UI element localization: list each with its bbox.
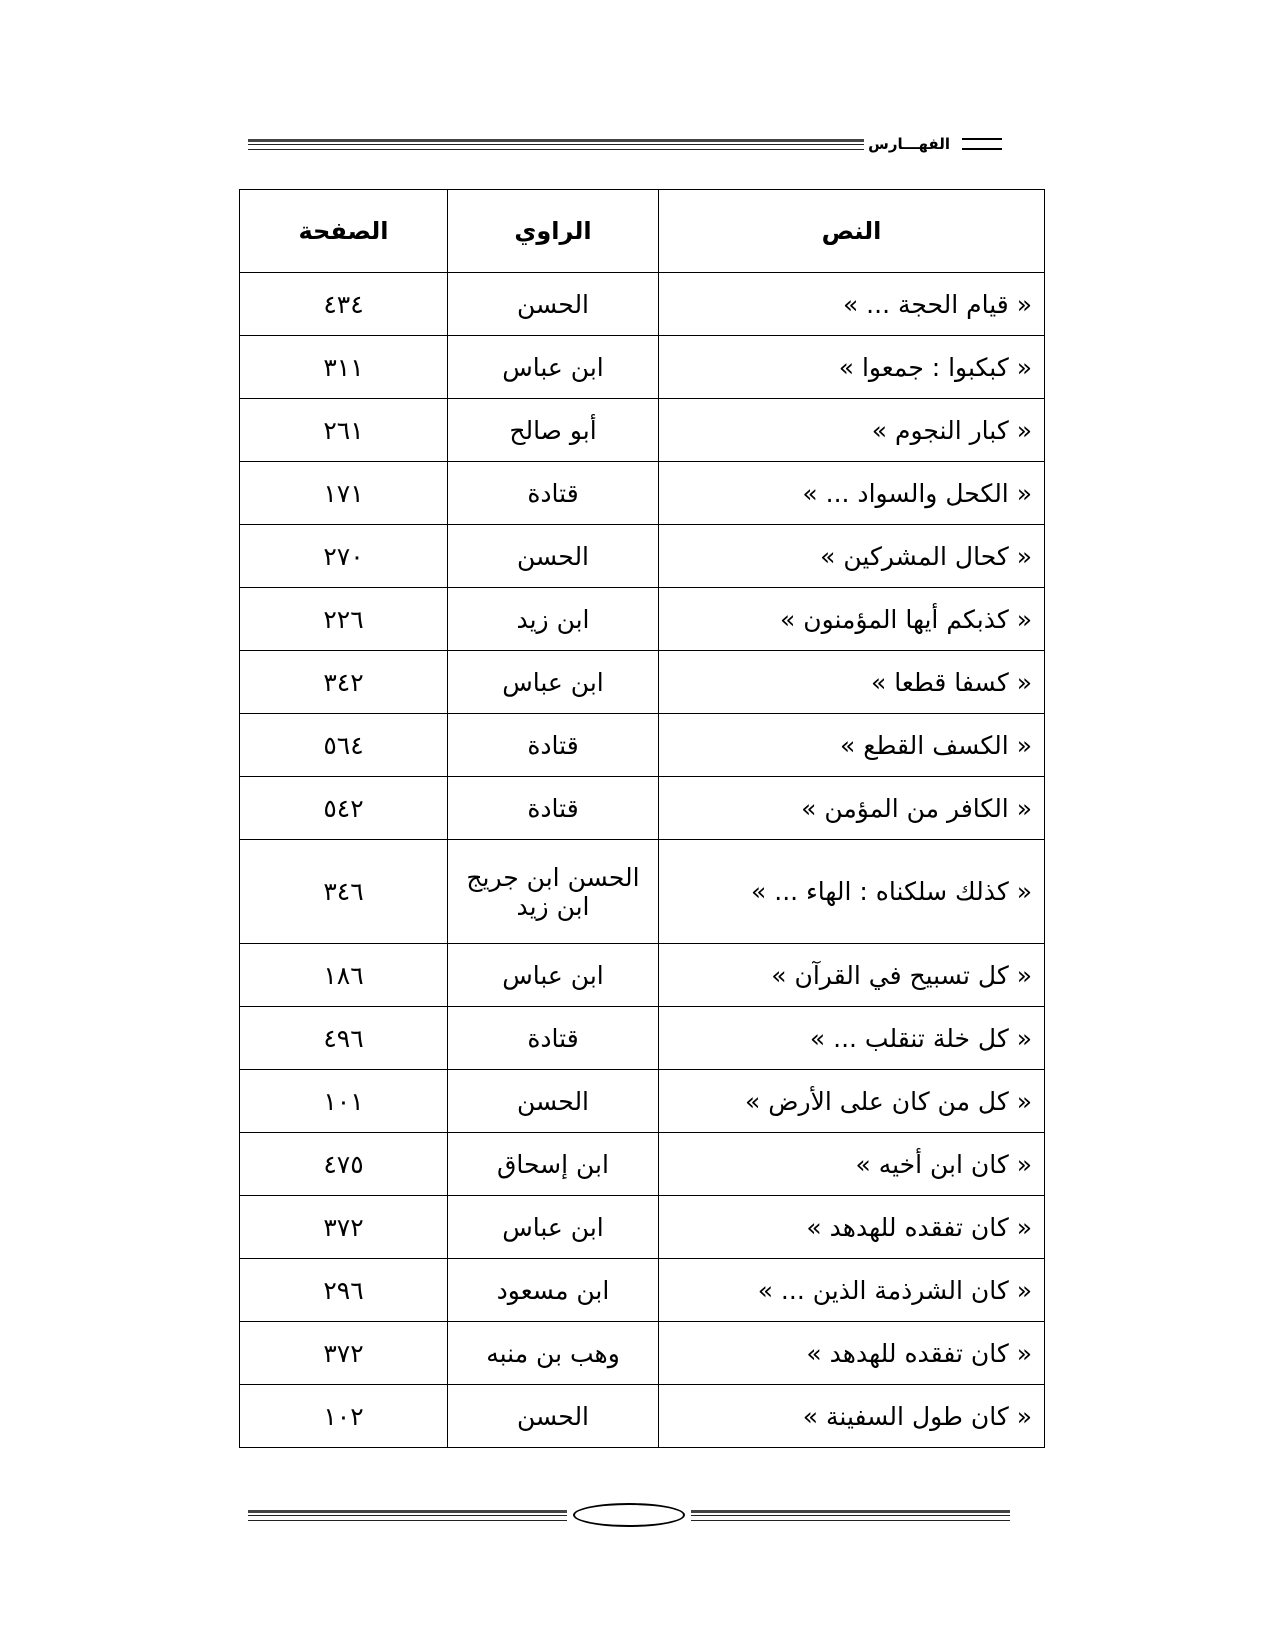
cell-page: ٣٧٢ [240, 1196, 448, 1259]
cell-narrator: قتادة [448, 714, 659, 777]
table-row [240, 1133, 1045, 1196]
footer-rule-right [691, 1510, 1010, 1521]
header-title: الفهـــارس [868, 135, 950, 153]
cell-text: « كبكبوا : جمعوا » [659, 336, 1045, 399]
cell-text: « كسفا قطعا » [659, 651, 1045, 714]
cell-text: « كان طول السفينة » [659, 1385, 1045, 1448]
cell-text: « كل تسبيح في القرآن » [659, 944, 1045, 1007]
footer-rule-left [248, 1510, 567, 1521]
page-footer [248, 1502, 1010, 1528]
index-table [239, 189, 1045, 1448]
cell-text: « الكسف القطع » [659, 714, 1045, 777]
table-header-row [240, 190, 1045, 273]
cell-text: « كان الشرذمة الذين ... » [659, 1259, 1045, 1322]
cell-text: « كان تفقده للهدهد » [659, 1196, 1045, 1259]
cell-page: ٢٦١ [240, 399, 448, 462]
cell-page: ٤٧٥ [240, 1133, 448, 1196]
column-header-narrator: الراوي [448, 190, 659, 273]
table-row [240, 714, 1045, 777]
table-row [240, 1007, 1045, 1070]
column-header-text: النص [659, 190, 1045, 273]
cell-page: ٣٧٢ [240, 1322, 448, 1385]
table-row [240, 1070, 1045, 1133]
cell-narrator: الحسن ابن جريج ابن زيد [448, 840, 659, 944]
cell-narrator: ابن زيد [448, 588, 659, 651]
cell-narrator: ابن عباس [448, 944, 659, 1007]
cell-page: ٤٣٤ [240, 273, 448, 336]
cell-text: « كل خلة تنقلب ... » [659, 1007, 1045, 1070]
cell-text: « كذلك سلكناه : الهاء ... » [659, 840, 1045, 944]
table-row [240, 525, 1045, 588]
cell-narrator: أبو صالح [448, 399, 659, 462]
table-row [240, 944, 1045, 1007]
cell-narrator: وهب بن منبه [448, 1322, 659, 1385]
cell-page: ١٨٦ [240, 944, 448, 1007]
cell-text: « كذبكم أيها المؤمنون » [659, 588, 1045, 651]
cell-narrator: ابن إسحاق [448, 1133, 659, 1196]
cell-narrator: الحسن [448, 1070, 659, 1133]
cell-narrator: ابن عباس [448, 651, 659, 714]
cell-page: ١٠١ [240, 1070, 448, 1133]
cell-text: « كان ابن أخيه » [659, 1133, 1045, 1196]
cell-page: ٤٩٦ [240, 1007, 448, 1070]
cell-text: « الكحل والسواد ... » [659, 462, 1045, 525]
cell-narrator: ابن مسعود [448, 1259, 659, 1322]
cell-text: « الكافر من المؤمن » [659, 777, 1045, 840]
table-row [240, 399, 1045, 462]
cell-page: ٢٢٦ [240, 588, 448, 651]
cell-narrator: قتادة [448, 462, 659, 525]
table-row [240, 651, 1045, 714]
cell-narrator: ابن عباس [448, 1196, 659, 1259]
cell-text: « كبار النجوم » [659, 399, 1045, 462]
cell-text: « كل من كان على الأرض » [659, 1070, 1045, 1133]
page-number-oval [573, 1503, 685, 1527]
table-row [240, 336, 1045, 399]
table-row [240, 588, 1045, 651]
cell-narrator: الحسن [448, 525, 659, 588]
header-rule-short [962, 138, 1002, 150]
cell-page: ٥٦٤ [240, 714, 448, 777]
cell-text: « قيام الحجة ... » [659, 273, 1045, 336]
table-row [240, 462, 1045, 525]
cell-page: ٣٤٦ [240, 840, 448, 944]
cell-narrator: قتادة [448, 777, 659, 840]
cell-text: « كان تفقده للهدهد » [659, 1322, 1045, 1385]
table-row [240, 273, 1045, 336]
cell-page: ٥٤٢ [240, 777, 448, 840]
cell-page: ٣٤٢ [240, 651, 448, 714]
cell-text: « كحال المشركين » [659, 525, 1045, 588]
table-row [240, 1385, 1045, 1448]
table-row [240, 840, 1045, 944]
cell-narrator: الحسن [448, 1385, 659, 1448]
table-row [240, 777, 1045, 840]
table-row [240, 1259, 1045, 1322]
cell-page: ١٧١ [240, 462, 448, 525]
running-head [248, 134, 1002, 154]
cell-page: ٢٩٦ [240, 1259, 448, 1322]
cell-narrator: الحسن [448, 273, 659, 336]
table-row [240, 1322, 1045, 1385]
table-row [240, 1196, 1045, 1259]
cell-page: ٢٧٠ [240, 525, 448, 588]
cell-narrator: ابن عباس [448, 336, 659, 399]
cell-page: ٣١١ [240, 336, 448, 399]
header-rule-long [248, 139, 864, 150]
cell-page: ١٠٢ [240, 1385, 448, 1448]
column-header-page: الصفحة [240, 190, 448, 273]
cell-narrator: قتادة [448, 1007, 659, 1070]
